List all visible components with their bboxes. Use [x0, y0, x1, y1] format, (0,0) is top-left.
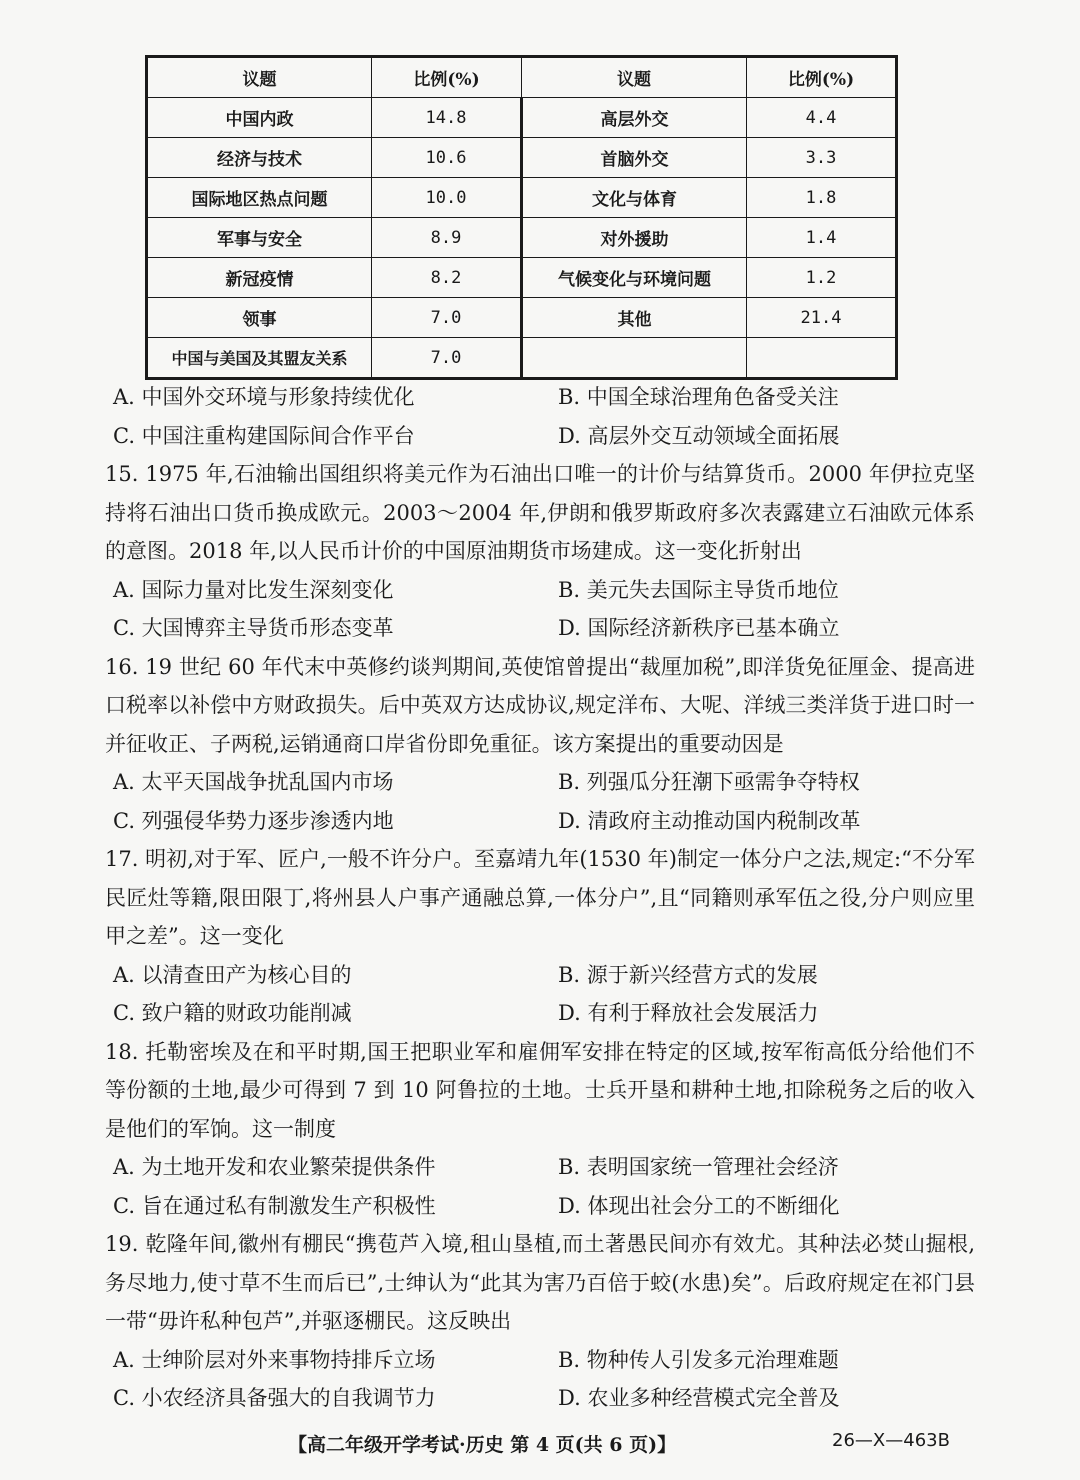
option-c: C. 中国注重构建国际间合作平台 [113, 423, 415, 448]
option-b: B. 中国全球治理角色备受关注 [558, 385, 839, 409]
footer-title: 【高二年级开学考试·历史 第 4 页(共 6 页)】 [288, 1434, 677, 1456]
table-row [147, 218, 897, 258]
ratio-cell: 1.8 [747, 178, 897, 218]
table-row [147, 178, 897, 218]
topic-cell: 首脑外交 [522, 138, 747, 178]
header-topic-right: 议题 [522, 57, 747, 98]
question-14-options [105, 378, 975, 455]
question-16-stem: 16. 19 世纪 60 年代末中英修约谈判期间,英使馆曾提出“裁厘加税”,即洋货免征厘金、提高进口税率以补偿中方财政损失。后中英双方达成协议,规定洋布、大呢、洋绒三类洋货于进口时一并征收正、子两税,运销通商口岸省份即免重征。该方案提出的重要动因是 [105, 654, 975, 756]
topic-cell: 中国内政 [147, 98, 372, 138]
option-a: A. 为土地开发和农业繁荣提供条件 [113, 1155, 436, 1179]
ratio-cell: 14.8 [372, 98, 522, 138]
ratio-cell [747, 338, 897, 379]
question-18-options [105, 1148, 975, 1225]
option-a: A. 国际力量对比发生深刻变化 [113, 577, 394, 602]
topic-cell: 中国与美国及其盟友关系 [147, 338, 372, 379]
option-a: A. 士绅阶层对外来事物持排斥立场 [113, 1347, 436, 1372]
topic-cell: 新冠疫情 [147, 258, 372, 298]
option-d: D. 农业多种经营模式完全普及 [558, 1386, 840, 1410]
ratio-cell: 10.0 [372, 178, 522, 218]
question-19-stem: 19. 乾隆年间,徽州有棚民“携苞芦入境,租山垦植,而土著愚民间亦有效尤。其种法必焚山掘根,务尽地力,使寸草不生而后已”,士绅认为“此其为害乃百倍于蛟(水患)矣”。后政府规定在祁门县一带“毋许私种包芦”,并驱逐棚民。这反映出 [105, 1232, 975, 1333]
question-18-stem: 18. 托勒密埃及在和平时期,国王把职业军和雇佣军安排在特定的区域,按军衔高低分给他们不等份额的土地,最少可得到 7 到 10 阿鲁拉的土地。士兵开垦和耕种土地,扣除税务之后的收入是他们的军饷。这一制度 [105, 1039, 975, 1141]
topic-cell [522, 338, 747, 379]
option-c: C. 大国博弈主导货币形态变革 [113, 616, 394, 640]
ratio-cell: 7.0 [372, 298, 522, 338]
ratio-cell: 7.0 [372, 338, 522, 379]
option-b: B. 源于新兴经营方式的发展 [558, 962, 818, 987]
topic-ratio-table-wrap [145, 55, 895, 370]
ratio-cell: 8.2 [372, 258, 522, 298]
topic-cell: 领事 [147, 298, 372, 338]
header-topic-left: 议题 [147, 57, 372, 98]
ratio-cell: 3.3 [747, 138, 897, 178]
header-ratio-left: 比例(%) [372, 57, 522, 98]
topic-cell: 气候变化与环境问题 [522, 258, 747, 298]
ratio-cell: 4.4 [747, 98, 897, 138]
question-15-stem: 15. 1975 年,石油输出国组织将美元作为石油出口唯一的计价与结算货币。2000 年伊拉克坚持将石油出口货币换成欧元。2003～2004 年,伊朗和俄罗斯政府多次表露建立石油欧元体系的意图。2018 年,以人民币计价的中国原油期货市场建成。这一变化折射出 [105, 462, 975, 563]
option-c: C. 旨在通过私有制激发生产积极性 [113, 1193, 436, 1218]
topic-cell: 其他 [522, 298, 747, 338]
option-d: D. 高层外交互动领域全面拓展 [558, 423, 840, 448]
ratio-cell: 10.6 [372, 138, 522, 178]
option-a: A. 太平天国战争扰乱国内市场 [113, 770, 394, 794]
footer-code: 26—X—463B [832, 1430, 950, 1451]
question-17-options [105, 956, 975, 1033]
ratio-cell: 1.2 [747, 258, 897, 298]
table-row [147, 338, 897, 379]
option-c: C. 小农经济具备强大的自我调节力 [113, 1386, 436, 1410]
topic-cell: 文化与体育 [522, 178, 747, 218]
topic-cell: 军事与安全 [147, 218, 372, 258]
page-footer [0, 1430, 1080, 1460]
table-row [147, 138, 897, 178]
question-15-options [105, 571, 975, 648]
ratio-cell: 8.9 [372, 218, 522, 258]
question-16-options [105, 763, 975, 840]
option-c: C. 列强侵华势力逐步渗透内地 [113, 808, 394, 833]
option-b: B. 美元失去国际主导货币地位 [558, 577, 839, 602]
ratio-cell: 1.4 [747, 218, 897, 258]
question-list [105, 378, 975, 1418]
table-row [147, 298, 897, 338]
option-a: A. 以清查田产为核心目的 [113, 962, 352, 987]
topic-cell: 高层外交 [522, 98, 747, 138]
table-header-row [147, 57, 897, 98]
option-c: C. 致户籍的财政功能削减 [113, 1001, 352, 1025]
ratio-cell: 21.4 [747, 298, 897, 338]
topic-cell: 国际地区热点问题 [147, 178, 372, 218]
question-17-stem: 17. 明初,对于军、匠户,一般不许分户。至嘉靖九年(1530 年)制定一体分户之法,规定:“不分军民匠灶等籍,限田限丁,将州县人户事产通融总算,一体分户”,且“同籍则承军伍之役,分户则应里甲之差”。这一变化 [105, 847, 975, 948]
option-d: D. 有利于释放社会发展活力 [558, 1001, 819, 1025]
header-ratio-right: 比例(%) [747, 57, 897, 98]
option-d: D. 体现出社会分工的不断细化 [558, 1193, 840, 1218]
topic-cell: 经济与技术 [147, 138, 372, 178]
table-row [147, 258, 897, 298]
question-19-options [105, 1341, 975, 1418]
option-d: D. 国际经济新秩序已基本确立 [558, 616, 840, 640]
option-b: B. 表明国家统一管理社会经济 [558, 1155, 839, 1179]
topic-cell: 对外援助 [522, 218, 747, 258]
option-b: B. 物种传人引发多元治理难题 [558, 1347, 839, 1372]
option-a: A. 中国外交环境与形象持续优化 [113, 385, 415, 409]
option-d: D. 清政府主动推动国内税制改革 [558, 808, 861, 833]
topic-ratio-table [145, 55, 898, 380]
table-row [147, 98, 897, 138]
option-b: B. 列强瓜分狂潮下亟需争夺特权 [558, 770, 860, 794]
